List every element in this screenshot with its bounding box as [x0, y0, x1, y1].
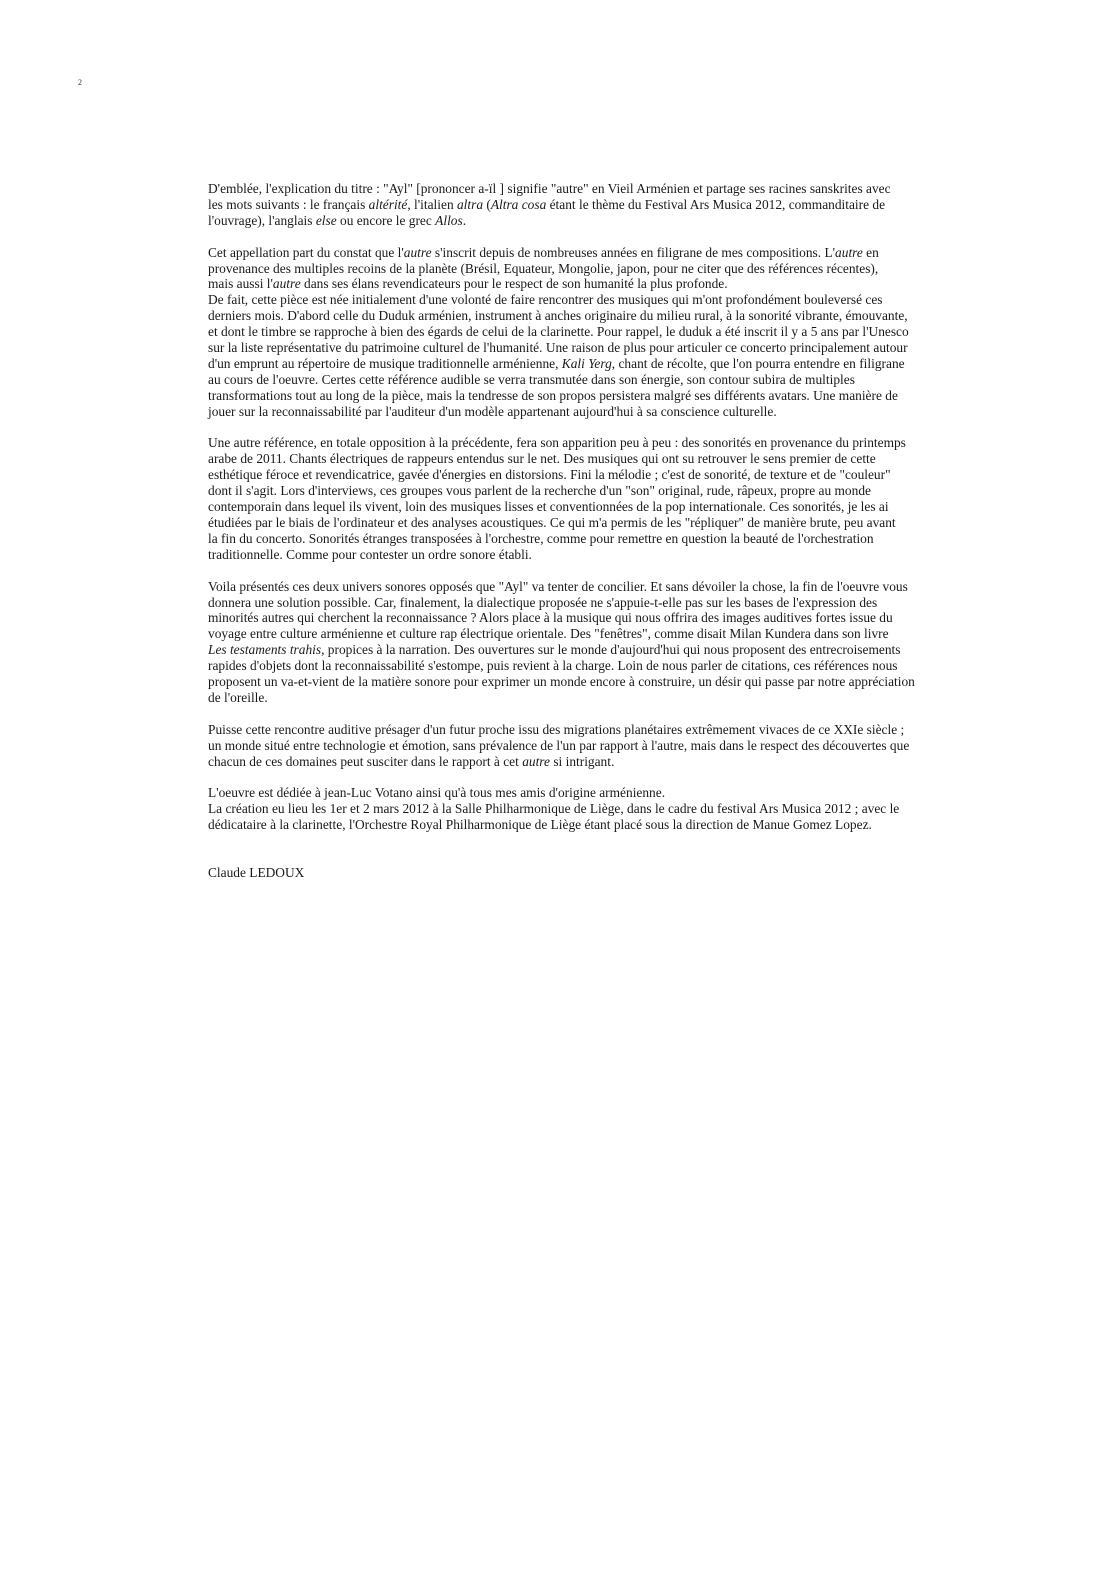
text-run: sur la liste représentative du patrimoine culturel de l'humanité. Une raison de plus pour articuler ce concerto principalement autour	[208, 340, 908, 356]
text-line	[208, 292, 980, 308]
italic-text: autre	[835, 244, 863, 260]
text-run: De fait, cette pièce est née initialement d'une volonté de faire rencontrer des musiques qui m'ont profondément bouleversé ces	[208, 292, 883, 308]
text-run: donnera une solution possible. Car, finalement, la dialectique proposée ne s'appuie-t-elle pas sur les bases de l'expression des	[208, 594, 878, 610]
paragraph-p3	[208, 435, 980, 562]
text-run: transformations tout au long de la pièce, mais la tendresse de son propos persistera malgré ses différents avatars. Une manière de	[208, 387, 898, 403]
text-run: (	[483, 196, 491, 212]
paragraph-p5	[208, 722, 980, 770]
text-line	[208, 690, 980, 706]
italic-text: autre	[522, 753, 550, 769]
text-run: La création eu lieu les 1er et 2 mars 2012 à la Salle Philharmonique de Liège, dans le cadre du festival Ars Musica 2012 ; avec le	[208, 801, 900, 817]
paragraph-p2	[208, 245, 980, 420]
italic-text: Altra cosa	[490, 196, 547, 212]
text-line	[208, 404, 980, 420]
text-run: un monde situé entre technologie et émotion, sans prévalence de l'un par rapport à l'autre, mais dans le respect des découvertes que	[208, 737, 910, 753]
text-line	[208, 785, 980, 801]
text-run: proposent un va-et-vient de la matière sonore pour exprimer un monde encore à construire, un désir qui passe par notre appréciation	[208, 674, 915, 690]
text-run: étudiées par le biais de l'ordinateur et des analyses acoustiques. Ce qui m'a permis de les "répliquer" de manière brute, peu avant	[208, 515, 896, 530]
text-run: dans ses élans revendicateurs pour le respect de son humanité la plus profonde.	[300, 276, 728, 292]
text-run: dont il s'agit. Lors d'interviews, ces groupes vous parlent de la recherche d'un "son" original, rude, râpeux, propre au monde	[208, 483, 871, 499]
text-line	[208, 451, 980, 467]
italic-text: Les testaments trahis	[208, 642, 322, 658]
text-run: Cet appellation part du constat que l'	[208, 244, 404, 260]
text-line	[208, 181, 980, 197]
text-line	[208, 801, 980, 817]
text-run: l'ouvrage), l'anglais	[208, 212, 316, 228]
text-run: dédicataire à la clarinette, l'Orchestre Royal Philharmonique de Liège étant placé sous la direction de Manue Gomez Lopez.	[208, 817, 872, 833]
text-run: Puisse cette rencontre auditive présager d'un futur proche issu des migrations planétaires extrêmement vivaces de ce XXIe siècle ;	[208, 721, 905, 737]
text-line	[208, 674, 980, 690]
text-run: s'inscrit depuis de nombreuses années en filigrane de mes compositions. L'	[431, 244, 836, 260]
text-line	[208, 658, 980, 674]
text-run: chacun de ces domaines peut susciter dans le rapport à cet	[208, 753, 523, 769]
text-line	[208, 610, 980, 626]
text-run: arabe de 2011. Chants électriques de rappeurs entendus sur le net. Des musiques qui ont su retrouver le sens premier de cette	[208, 451, 876, 467]
text-run: mais aussi l'	[208, 276, 273, 292]
text-line	[208, 499, 980, 515]
text-run: traditionnelle. Comme pour contester un ordre sonore établi.	[208, 546, 532, 562]
italic-text: autre	[272, 276, 301, 292]
italic-text: Allos	[435, 212, 463, 228]
text-run: D'emblée, l'explication du titre : "Ayl" [prononcer a-ïl ] signifie "autre" en Vieil Arménien et partage ses racines sanskrites avec	[208, 181, 891, 196]
text-line	[208, 547, 980, 563]
text-run: rapides d'objets dont la reconnaissabilité s'estompe, puis revient à la charge. Loin de nous parler de citations, ces références nous	[208, 658, 898, 674]
text-line	[208, 276, 980, 292]
text-run: , propices à la narration. Des ouvertures sur le monde d'aujourd'hui qui nous proposent des entrecroisements	[321, 642, 901, 658]
text-run: étant le thème du Festival Ars Musica 2012, commanditaire de	[546, 196, 886, 212]
text-run: ou encore le grec	[336, 212, 436, 228]
text-run: jouer sur la reconnaissabilité par l'auditeur d'un modèle appartenant aujourd'hui à sa conscience culturelle.	[208, 403, 777, 419]
text-run: au cours de l'oeuvre. Certes cette référence audible se verra transmutée dans son énergie, son contour subira de multiples	[208, 371, 855, 387]
text-line	[208, 738, 980, 754]
text-run: minorités autres qui cherchent la reconnaissance ? Alors place à la musique qui nous offrira des images auditives fortes issue du	[208, 610, 893, 626]
text-line	[208, 245, 980, 261]
text-line	[208, 197, 980, 213]
text-line	[208, 261, 980, 277]
italic-text: altérité	[368, 196, 408, 212]
text-line	[208, 626, 980, 642]
text-line	[208, 388, 980, 404]
text-run: d'un emprunt au répertoire de musique traditionnelle arménienne,	[208, 355, 562, 371]
document-body	[208, 181, 980, 881]
text-run: en	[862, 244, 879, 260]
text-line	[208, 356, 980, 372]
paragraph-p6	[208, 785, 980, 833]
text-line	[208, 467, 980, 483]
text-run: L'oeuvre est dédiée à jean-Luc Votano ainsi qu'à tous mes amis d'origine arménienne.	[208, 785, 666, 801]
text-line	[208, 817, 980, 833]
text-line	[208, 515, 980, 531]
italic-text: autre	[403, 244, 432, 260]
text-line	[208, 531, 980, 547]
text-run: Une autre référence, en totale opposition à la précédente, fera son apparition peu à peu : des sonorités en provenance du printemps	[208, 435, 906, 451]
text-line	[208, 213, 980, 229]
author-signature: Claude LEDOUX	[208, 864, 305, 880]
text-run: , chant de récolte, que l'on pourra entendre en filigrane	[611, 355, 905, 371]
text-line	[208, 483, 980, 499]
text-run: si intrigant.	[549, 753, 615, 769]
text-line	[208, 754, 980, 770]
text-run: , l'italien	[407, 196, 457, 212]
text-line	[208, 308, 980, 324]
italic-text: Kali Yerg	[561, 355, 612, 371]
text-run: derniers mois. D'abord celle du Duduk arménien, instrument à anches originaire du milieu rural, à la sonorité vibrante, émouvante,	[208, 308, 908, 324]
text-line	[208, 372, 980, 388]
text-line	[208, 595, 980, 611]
paragraph-p4	[208, 579, 980, 706]
text-run: et dont le timbre se rapproche à bien des égards de celui de la clarinette. Pour rappel, le duduk a été inscrit il y a 5 ans par l'Unesco	[208, 324, 909, 340]
text-run: les mots suivants : le français	[208, 196, 369, 212]
text-run: contemporain dans lequel ils vivent, loin des musiques lisses et conventionnées de la pop internationale. Ces sonorités, je les ai	[208, 499, 889, 515]
text-line	[208, 435, 980, 451]
paragraph-p1	[208, 181, 980, 229]
page-number: 2	[78, 78, 82, 87]
text-line	[208, 324, 980, 340]
text-run: provenance des multiples recoins de la planète (Brésil, Equateur, Mongolie, japon, pour ne citer que des références récentes),	[208, 260, 879, 276]
italic-text: else	[315, 212, 337, 228]
text-line	[208, 642, 980, 658]
text-line	[208, 579, 980, 595]
italic-text: altra	[456, 196, 484, 212]
text-run: voyage entre culture arménienne et culture rap électrique orientale. Des "fenêtres", comme disait Milan Kundera dans son livre	[208, 626, 889, 642]
text-line	[208, 340, 980, 356]
text-line	[208, 722, 980, 738]
text-run: la fin du concerto. Sonorités étranges transposées à l'orchestre, comme pour remettre en question la beauté de l'orchestration	[208, 530, 874, 546]
text-run: esthétique féroce et revendicatrice, gavée d'énergies en distorsions. Fini la mélodie ; c'est de sonorité, de texture et de "couleur"	[208, 467, 891, 483]
text-run: .	[462, 212, 467, 228]
text-run: de l'oreille.	[208, 689, 268, 705]
text-run: Voila présentés ces deux univers sonores opposés que "Ayl" va tenter de concilier. Et sans dévoiler la chose, la fin de l'oeuvre vous	[208, 578, 908, 594]
